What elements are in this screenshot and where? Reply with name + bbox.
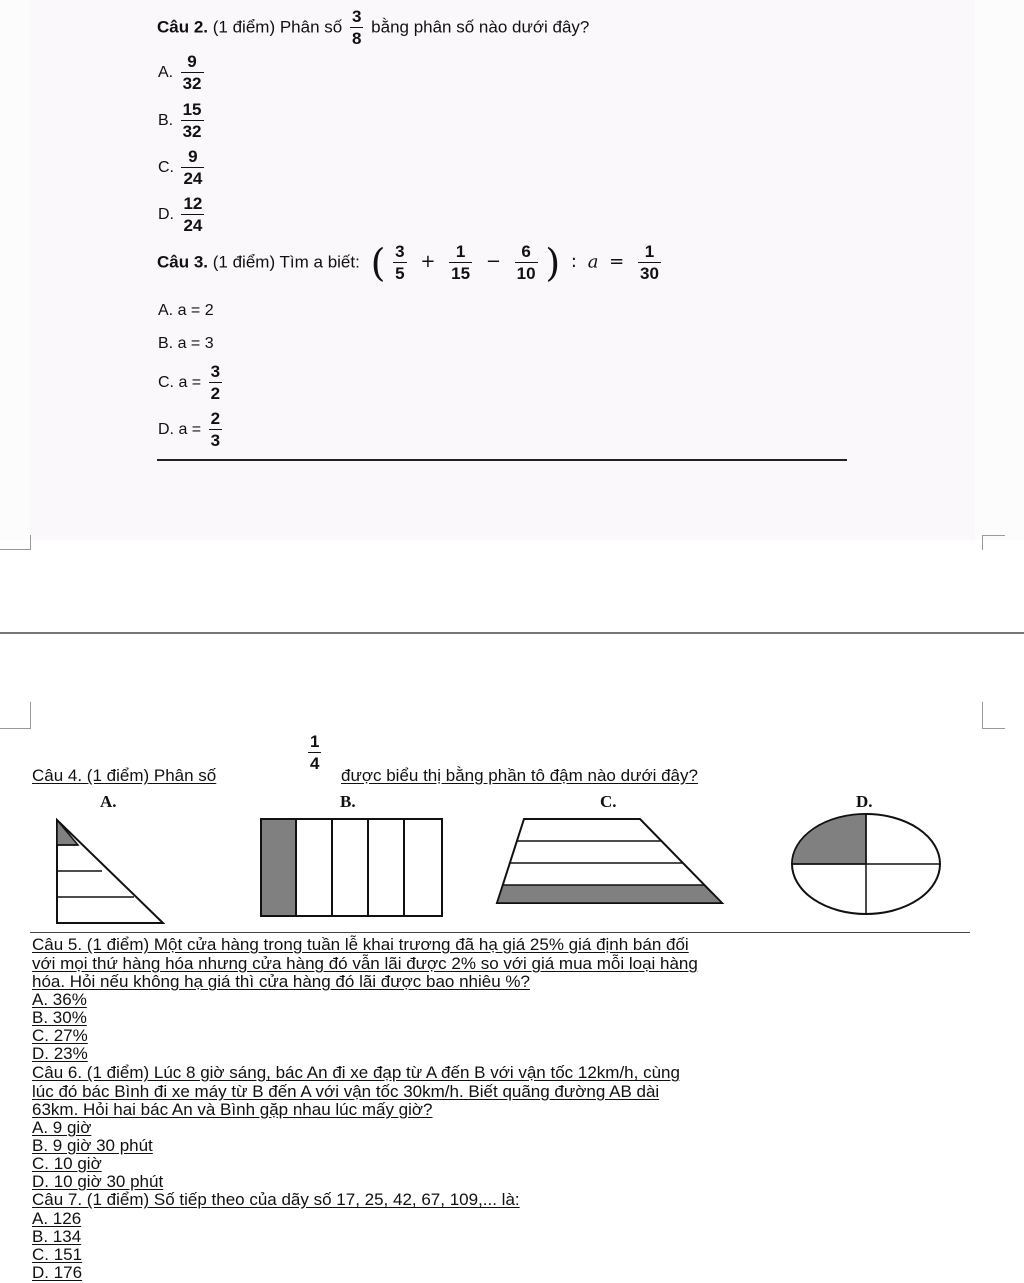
fraction-numerator: 9 — [187, 52, 197, 71]
question-5-option-c[interactable]: C. 27% — [32, 1026, 88, 1045]
question-7-line: Câu 7. (1 điểm) Số tiếp theo của dãy số 17, 25, 42, 67, 109,... là: — [32, 1190, 520, 1209]
option-label: D. — [158, 206, 174, 224]
figure-label-a: A. — [100, 792, 117, 811]
question-6-line: lúc đó bác Bình đi xe máy từ B đến A với vận tốc 30km/h. Biết quãng đường AB dài — [32, 1082, 660, 1101]
fraction-numerator: 9 — [188, 147, 198, 166]
question-7-option-d[interactable]: D. 176 — [32, 1263, 83, 1282]
question-4-fraction — [305, 733, 324, 773]
question-5-option-d[interactable]: D. 23% — [32, 1044, 88, 1063]
shaded-part — [497, 885, 722, 903]
question-3-option-d[interactable] — [158, 410, 225, 450]
figure-label-d: D. — [856, 792, 873, 811]
question-3-points: (1 điểm) Tìm a biết: — [212, 252, 360, 272]
fraction-denominator: 3 — [210, 430, 221, 450]
open-paren: ( — [370, 240, 386, 285]
question-2-option-d[interactable] — [158, 195, 207, 235]
fraction-denominator: 15 — [451, 263, 471, 283]
question-7-option-b[interactable]: B. 134 — [32, 1227, 82, 1246]
fraction-denominator: 4 — [310, 753, 320, 773]
question-5-option-b[interactable]: B. 30% — [32, 1008, 87, 1027]
question-3-option-a[interactable] — [158, 302, 214, 320]
section-divider — [30, 932, 970, 933]
fraction-numerator: 3 — [210, 362, 221, 381]
question-3-option-c[interactable] — [158, 363, 225, 403]
question-5-line: với mọi thứ hàng hóa nhưng cửa hàng đó vẫn lãi được 2% so với giá mua mỗi loại hàng — [32, 954, 698, 973]
plus-sign: + — [420, 251, 436, 273]
option-label: B. — [158, 112, 174, 130]
question-2-option-a[interactable] — [158, 53, 207, 93]
option-label: A. — [158, 64, 174, 82]
fraction-numerator: 1 — [310, 732, 320, 751]
fraction-denominator: 32 — [182, 121, 202, 141]
page-corner-mark — [982, 535, 1005, 550]
section-divider — [157, 459, 847, 461]
question-6-option-d[interactable]: D. 10 giờ 30 phút — [32, 1172, 164, 1191]
question-3-number: Câu 3. — [157, 252, 209, 272]
colon-sign: : — [570, 251, 577, 273]
option-label: C. — [158, 159, 174, 177]
question-6-option-c[interactable]: C. 10 giờ — [32, 1154, 102, 1173]
question-6-line: 63km. Hỏi hai bác An và Bình gặp nhau lúc mấy giờ? — [32, 1100, 433, 1119]
option-label: B. — [158, 335, 174, 352]
question-2-option-c[interactable] — [158, 148, 207, 188]
figure-d-circle[interactable] — [788, 810, 944, 918]
question-7-option-c[interactable]: C. 151 — [32, 1245, 83, 1264]
question-4-text-before: Câu 4. (1 điểm) Phân số — [32, 766, 217, 785]
minus-sign: − — [485, 251, 501, 273]
figure-a-triangle[interactable] — [50, 815, 170, 927]
fraction-denominator: 8 — [351, 28, 362, 48]
fraction-denominator: 24 — [183, 215, 203, 235]
page-corner-mark — [0, 535, 31, 550]
figure-c-trapezoid[interactable] — [492, 815, 727, 907]
fraction-numerator: 6 — [521, 242, 531, 261]
question-2-fraction — [350, 8, 363, 48]
fraction-numerator: 2 — [210, 409, 221, 428]
figure-label-c: C. — [600, 792, 617, 811]
page-corner-mark — [0, 702, 31, 729]
question-5-line: Câu 5. (1 điểm) Một cửa hàng trong tuần lễ khai trương đã hạ giá 25% giá định bán đối — [32, 935, 689, 954]
figure-b-rectangle[interactable] — [258, 816, 446, 919]
option-label: C. — [158, 374, 174, 392]
page-corner-mark — [982, 702, 1005, 729]
option-text: a = 2 — [177, 302, 214, 319]
equals-sign: = — [609, 251, 625, 273]
question-5-option-a[interactable]: A. 36% — [32, 990, 87, 1009]
page-separator — [0, 632, 1024, 634]
option-text: a = — [178, 421, 202, 439]
question-6-option-b[interactable]: B. 9 giờ 30 phút — [32, 1136, 153, 1155]
shaded-part — [57, 820, 78, 845]
close-paren: ) — [545, 240, 561, 285]
option-label: A. — [158, 302, 174, 319]
option-label: D. — [158, 421, 174, 439]
fraction-numerator: 1 — [455, 242, 466, 261]
fraction-numerator: 3 — [395, 242, 405, 261]
option-text: a = — [178, 374, 202, 392]
shaded-part — [261, 819, 296, 916]
fraction-denominator: 10 — [516, 263, 536, 283]
question-2-option-b[interactable] — [158, 101, 207, 141]
question-4-text-after: được biểu thị bằng phần tô đậm nào dưới đây? — [341, 766, 698, 785]
question-2-number: Câu 2. — [157, 17, 209, 37]
fraction-denominator: 32 — [182, 73, 202, 93]
fraction-numerator: 15 — [182, 100, 202, 119]
fraction-denominator: 5 — [395, 263, 405, 283]
figure-label-b: B. — [340, 792, 356, 811]
question-6-line: Câu 6. (1 điểm) Lúc 8 giờ sáng, bác An đi xe đạp từ A đến B với vận tốc 12km/h, cùng — [32, 1063, 680, 1082]
question-6-option-a[interactable]: A. 9 giờ — [32, 1118, 92, 1137]
shaded-part — [792, 814, 866, 864]
question-5-line: hóa. Hỏi nếu không hạ giá thì cửa hàng đó lãi được bao nhiêu %? — [32, 972, 530, 991]
fraction-denominator: 24 — [183, 168, 203, 188]
question-2-tail: bằng phân số nào dưới đây? — [371, 17, 590, 37]
fraction-denominator: 2 — [210, 383, 221, 403]
question-3-header — [157, 240, 664, 285]
fraction-numerator: 1 — [644, 242, 655, 261]
option-text: a = 3 — [177, 335, 214, 352]
fraction-numerator: 12 — [183, 194, 203, 213]
fraction-denominator: 30 — [639, 263, 659, 283]
question-2-header — [157, 8, 589, 48]
question-7-option-a[interactable]: A. 126 — [32, 1209, 82, 1228]
variable-a: a — [587, 251, 599, 273]
question-2-points: (1 điểm) Phân số — [212, 17, 343, 37]
question-3-option-b[interactable] — [158, 335, 214, 353]
fraction-numerator: 3 — [351, 7, 362, 26]
